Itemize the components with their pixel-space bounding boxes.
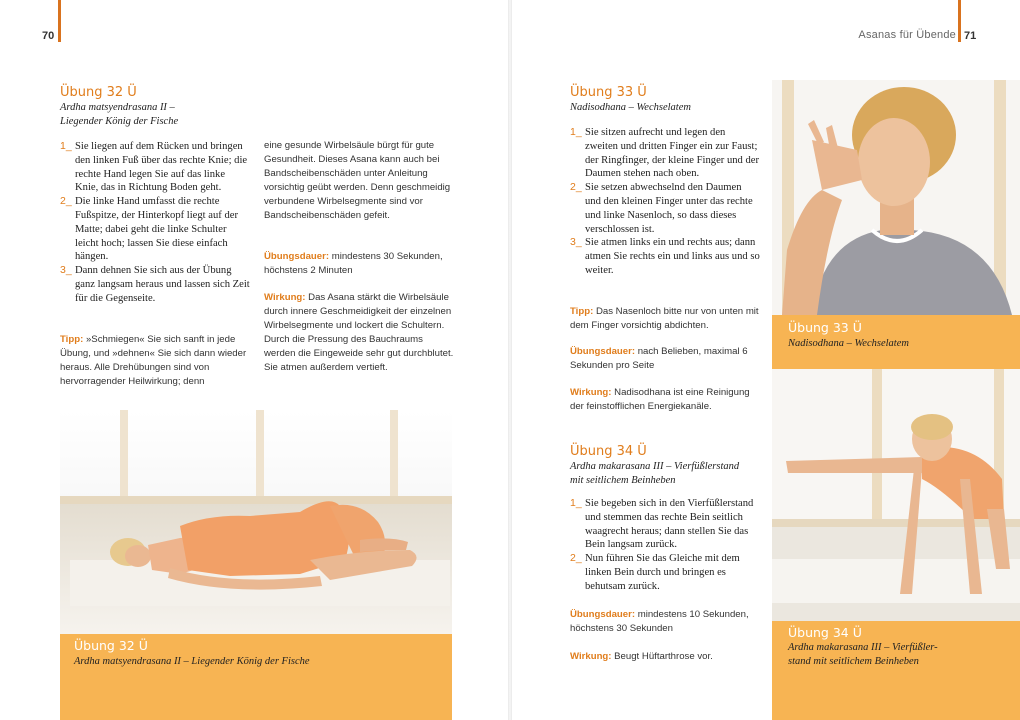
running-head: Asanas für Übende [858,29,956,41]
step-number: 2_ [570,552,582,565]
exercise-33-caption [772,315,1020,369]
exercise-33-tip [570,305,762,333]
step-item [570,236,760,277]
step-text: Sie setzen abwechselnd den Daumen und den kleinen Finger unter das rechte und linke Nasenloch, so dass dieses verschlossen ist. [585,182,753,235]
step-number: 2_ [570,181,582,194]
duration-label: Übungsdauer: [570,346,636,357]
effect-text: Nadisodhana ist eine Reinigung der feinstofflichen Energiekanäle. [570,387,750,412]
effect-text: Beugt Hüftarthrose vor. [614,651,713,662]
exercise-34-title: Übung 34 Ü [570,444,647,459]
step-text: Sie begeben sich in den Vierfüßlerstand und stemmen das rechte Bein seitlich waagrecht heraus; dann stellen Sie das Bein langsam zurück. [585,498,754,551]
exercise-34-subtitle-line1: Ardha makarasana III – Vierfüßlerstand [570,461,740,472]
step-item [570,126,760,181]
exercise-32-subtitle-line1: Ardha matsyendrasana II – [60,102,175,113]
exercise-32-subtitle [60,101,260,129]
duration-text: mindestens 30 Sekunden, höchstens 2 Minuten [264,251,443,276]
caption-subtitle: Nadisodhana – Wechselatem [788,338,909,349]
exercise-34-effect [570,650,762,664]
duration-text: nach Belieben, maximal 6 Sekunden pro Seite [570,346,748,371]
duration-text: mindestens 10 Sekunden, höchstens 30 Sekunden [570,609,749,634]
step-number: 2_ [60,195,72,208]
exercise-32-tip [60,333,252,389]
tip-label: Tipp: [570,306,594,317]
step-text: Sie atmen links ein und rechts aus; dann atmen Sie rechts ein und links aus und so weiter. [585,237,760,276]
exercise-34-caption [772,621,1020,720]
step-item [60,195,250,264]
caption-subtitle-line2: stand mit seitlichem Beinheben [788,656,919,667]
page-number-right: 71 [964,30,977,42]
exercise-32-title: Übung 32 Ü [60,85,137,100]
exercise-33-steps [570,126,760,278]
exercise-32-steps [60,140,250,306]
tip-text: »Schmiegen« Sie sich sanft in jede Übung, und »dehnen« Sie sich dann wieder heraus. Alle Drehübungen sind von hervorragender Heilwirkung; denn [60,334,247,387]
step-item [60,264,250,305]
exercise-34-subtitle [570,460,770,488]
page-marker-bar-left [58,0,61,42]
step-text: Die linke Hand umfasst die rechte Fußspitze, der Hinterkopf liegt auf der Matte; dabei geht die linke Schulter leicht hoch; lassen Sie diese einfach hängen. [75,196,238,263]
duration-label: Übungsdauer: [264,251,330,262]
exercise-34-duration [570,608,762,636]
step-text: Nun führen Sie das Gleiche mit dem linken Bein durch und bringen es behutsam zurück. [585,553,740,592]
exercise-34-subtitle-line2: mit seitlichem Beinheben [570,475,676,486]
step-number: 3_ [570,236,582,249]
tip-label: Tipp: [60,334,84,345]
step-number: 1_ [60,140,72,152]
tabletop-leg-lift-illustration [772,369,1020,621]
caption-subtitle [788,641,1013,669]
exercise-32-duration [264,250,456,278]
effect-label: Wirkung: [570,387,612,398]
duration-label: Übungsdauer: [570,609,636,620]
step-text: Sie sitzen aufrecht und legen den zweiten und dritten Finger ein zur Faust; der Ringfinger, der kleine Finger und der Daumen stehen nach oben. [585,127,760,180]
exercise-33-subtitle: Nadisodhana – Wechselatem [570,102,691,113]
exercise-34-steps [570,497,760,594]
step-item [570,552,760,593]
step-text: Dann dehnen Sie sich aus der Übung ganz langsam heraus und lassen sich Zeit für die Gegenseite. [75,265,250,304]
exercise-34-photo [772,369,1020,621]
step-number: 1_ [570,497,582,509]
effect-label: Wirkung: [570,651,612,662]
exercise-33-effect [570,386,762,414]
page-number-left: 70 [42,30,55,42]
caption-title: Übung 32 Ü [74,638,148,653]
step-item [570,181,760,236]
exercise-33-duration [570,345,762,373]
book-gutter [508,0,512,720]
exercise-32-effect [264,291,456,375]
reclining-twist-illustration [60,410,452,634]
exercise-32-photo [60,410,452,634]
effect-text: Das Asana stärkt die Wirbelsäule durch innere Geschmeidigkeit der einzelnen Wirbelsegmente und lockert die Schultern. Durch die Pressung des Bauchraums werden die Eingeweide sehr gut durchblutet. Sie atmen außerdem vertieft. [264,292,454,373]
exercise-33-title: Übung 33 Ü [570,85,647,100]
tip-text: Das Nasenloch bitte nur von unten mit dem Finger vorsichtig abdichten. [570,306,759,331]
caption-subtitle-line1: Ardha makarasana III – Vierfüßler- [788,642,938,653]
caption-title: Übung 34 Ü [788,625,862,640]
step-text: Sie liegen auf dem Rücken und bringen den linken Fuß über das rechte Knie; die rechte Hand legen Sie auf das linke Knie, das in Richtung Boden geht. [75,141,248,194]
step-number: 1_ [570,126,582,138]
exercise-32-continuation: eine gesunde Wirbelsäule bürgt für gute Gesundheit. Dieses Asana kann auch bei Bandscheibenschäden unter Anleitung vorsichtig geübt werden. Denn geschmeidig verbundene Wirbelsegmente sind vor Bandscheibenschäden gefeit. [264,140,451,221]
exercise-32-subtitle-line2: Liegender König der Fische [60,116,179,127]
caption-title: Übung 33 Ü [788,320,862,335]
step-item [60,140,250,195]
page-marker-bar-right [958,0,961,42]
exercise-33-photo [772,80,1020,315]
alternate-nostril-breathing-illustration [772,80,1020,315]
step-item [570,497,760,552]
effect-label: Wirkung: [264,292,306,303]
caption-subtitle: Ardha matsyendrasana II – Liegender König der Fische [74,656,310,667]
step-number: 3_ [60,264,72,277]
exercise-32-caption [60,634,452,720]
